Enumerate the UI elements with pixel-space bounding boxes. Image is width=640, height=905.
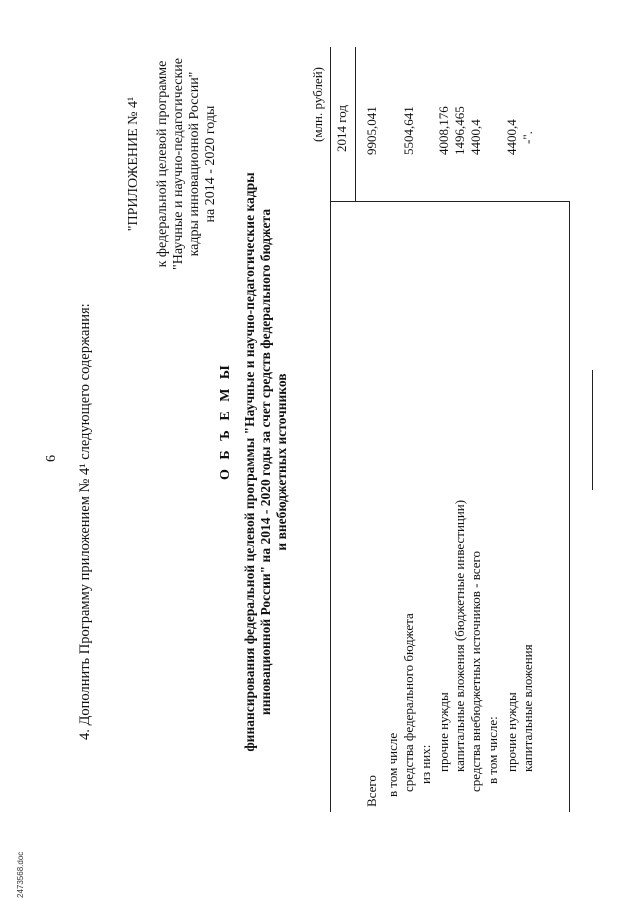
table-row-label: прочие нужды xyxy=(504,692,519,772)
table-row-label: в том числе: xyxy=(485,716,500,784)
table-row-label: в том числе xyxy=(385,732,400,797)
subtitle-line-2: инновационной России" на 2014 - 2020 годы за счет средств федерального бюджета xyxy=(258,208,273,716)
table-row-value: 9905,041 xyxy=(364,106,379,155)
table-row-value: 4400,4 xyxy=(504,119,519,155)
document-title: О Б Ъ Е М Ы xyxy=(218,362,233,480)
table-row-value: 4400,4 xyxy=(468,119,483,155)
table-top-rule xyxy=(330,47,331,812)
subtitle-line-3: и внебюджетных источников xyxy=(274,373,289,551)
column-header-2014: 2014 год xyxy=(334,105,349,152)
table-row-value: 1496,465 xyxy=(452,106,467,155)
document-id: 2473568.doc xyxy=(16,851,25,898)
rotated-content xyxy=(40,52,600,852)
lead-sentence: 4. Дополнить Программу приложением № 4¹ следующего содержания: xyxy=(77,303,93,740)
document-subtitle xyxy=(242,112,290,812)
appendix-line-1: к федеральной целевой программе xyxy=(155,60,170,268)
table-row-value: 4008,176 xyxy=(436,106,451,155)
table-bottom-rule xyxy=(569,202,570,812)
appendix-line-2: "Научные и научно-педагогические xyxy=(171,58,186,270)
table-row-label: средства федерального бюджета xyxy=(401,613,416,792)
unit-label: (млн. рублей) xyxy=(310,67,325,142)
table-row-label: из них: xyxy=(418,744,433,784)
table-row-value: 5504,641 xyxy=(401,106,416,155)
table-row-label: Всего xyxy=(364,775,379,807)
funding-table xyxy=(330,47,570,812)
end-rule xyxy=(592,370,593,490)
table-row-label: капитальные вложения xyxy=(520,644,535,772)
table-header-bottom-rule xyxy=(355,47,356,202)
page-number: 6 xyxy=(44,455,59,462)
subtitle-line-1: финансирования федеральной целевой программы "Научные и научно-педагогические кадры xyxy=(242,172,257,752)
appendix-heading: "ПРИЛОЖЕНИЕ № 4¹ xyxy=(126,96,141,232)
table-row-label: средства внебюджетных источников - всего xyxy=(468,550,483,792)
table-header-rule xyxy=(330,201,570,202)
table-row-label: капитальные вложения (бюджетные инвестиции) xyxy=(452,499,467,772)
appendix-line-4: на 2014 - 2020 годы xyxy=(203,105,218,223)
table-row-value: -". xyxy=(520,131,535,144)
appendix-line-3: кадры инновационной России" xyxy=(187,71,202,257)
table-row-label: прочие нужды xyxy=(436,692,451,772)
